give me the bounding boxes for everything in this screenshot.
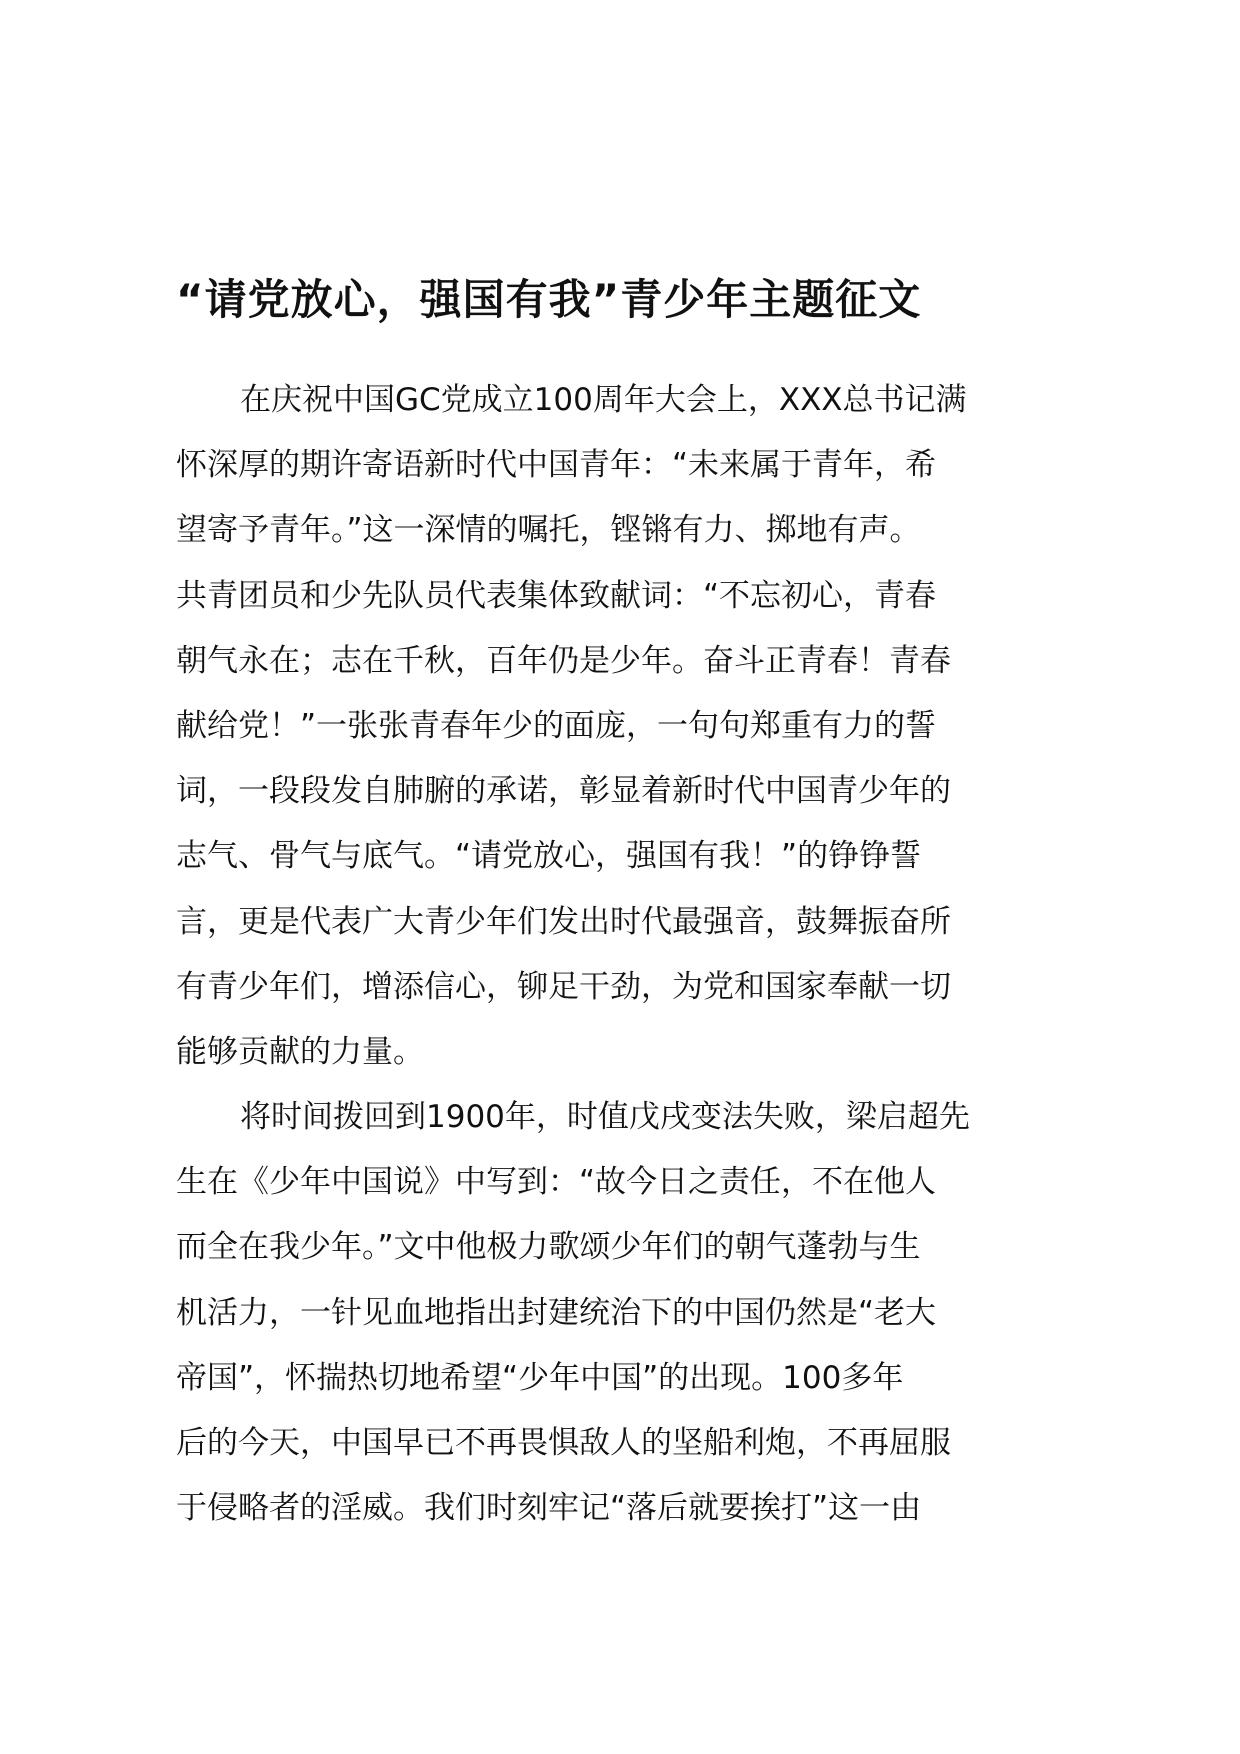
paragraph-line: 生在《少年中国说》中写到：“故今日之责任，不在他人 [176, 1164, 937, 1201]
paragraph-line: 怀深厚的期许寄语新时代中国青年：“未来属于青年，希 [176, 447, 937, 484]
paragraph-line: 而全在我少年。”文中他极力歌颂少年们的朝气蓬勃与生 [176, 1229, 921, 1266]
paragraph-1 [176, 368, 1096, 1085]
paragraph-line: 有青少年们，增添信心，铆足干劲，为党和国家奉献一切 [176, 968, 951, 1005]
paragraph-line: 能够贡献的力量。 [176, 1033, 424, 1070]
paragraph-line: 机活力，一针见血地指出封建统治下的中国仍然是“老大 [176, 1294, 937, 1331]
document-title: “请党放心，强国有我”青少年主题征文 [176, 275, 922, 324]
paragraph-line: 志气、骨气与底气。“请党放心，强国有我！”的铮铮誓 [176, 838, 922, 875]
paragraph-line: 望寄予青年。”这一深情的嘱托，铿锵有力、掷地有声。 [176, 512, 921, 549]
paragraph-line: 献给党！”一张张青春年少的面庞，一句句郑重有力的誓 [176, 707, 937, 744]
paragraph-2 [176, 1085, 1096, 1541]
paragraph-line: 词，一段段发自肺腑的承诺，彰显着新时代中国青少年的 [176, 773, 951, 810]
paragraph-line: 在庆祝中国GC党成立100周年大会上，XXX总书记满 [240, 382, 967, 418]
paragraph-line: 帝国”，怀揣热切地希望“少年中国”的出现。100多年 [176, 1359, 904, 1396]
paragraph-line: 共青团员和少先队员代表集体致献词：“不忘初心，青春 [176, 577, 937, 614]
document-body [176, 368, 1096, 1541]
paragraph-line: 后的今天，中国早已不再畏惧敌人的坚船利炮，不再屈服 [176, 1425, 951, 1461]
paragraph-line: 言，更是代表广大青少年们发出时代最强音，鼓舞振奋所 [176, 903, 951, 940]
paragraph-line: 将时间拨回到1900年，时值戊戌变法失败，梁启超先 [240, 1099, 970, 1136]
paragraph-line: 于侵略者的淫威。我们时刻牢记“落后就要挨打”这一由 [176, 1490, 922, 1527]
paragraph-line: 朝气永在；志在千秋，百年仍是少年。奋斗正青春！青春 [176, 642, 951, 679]
